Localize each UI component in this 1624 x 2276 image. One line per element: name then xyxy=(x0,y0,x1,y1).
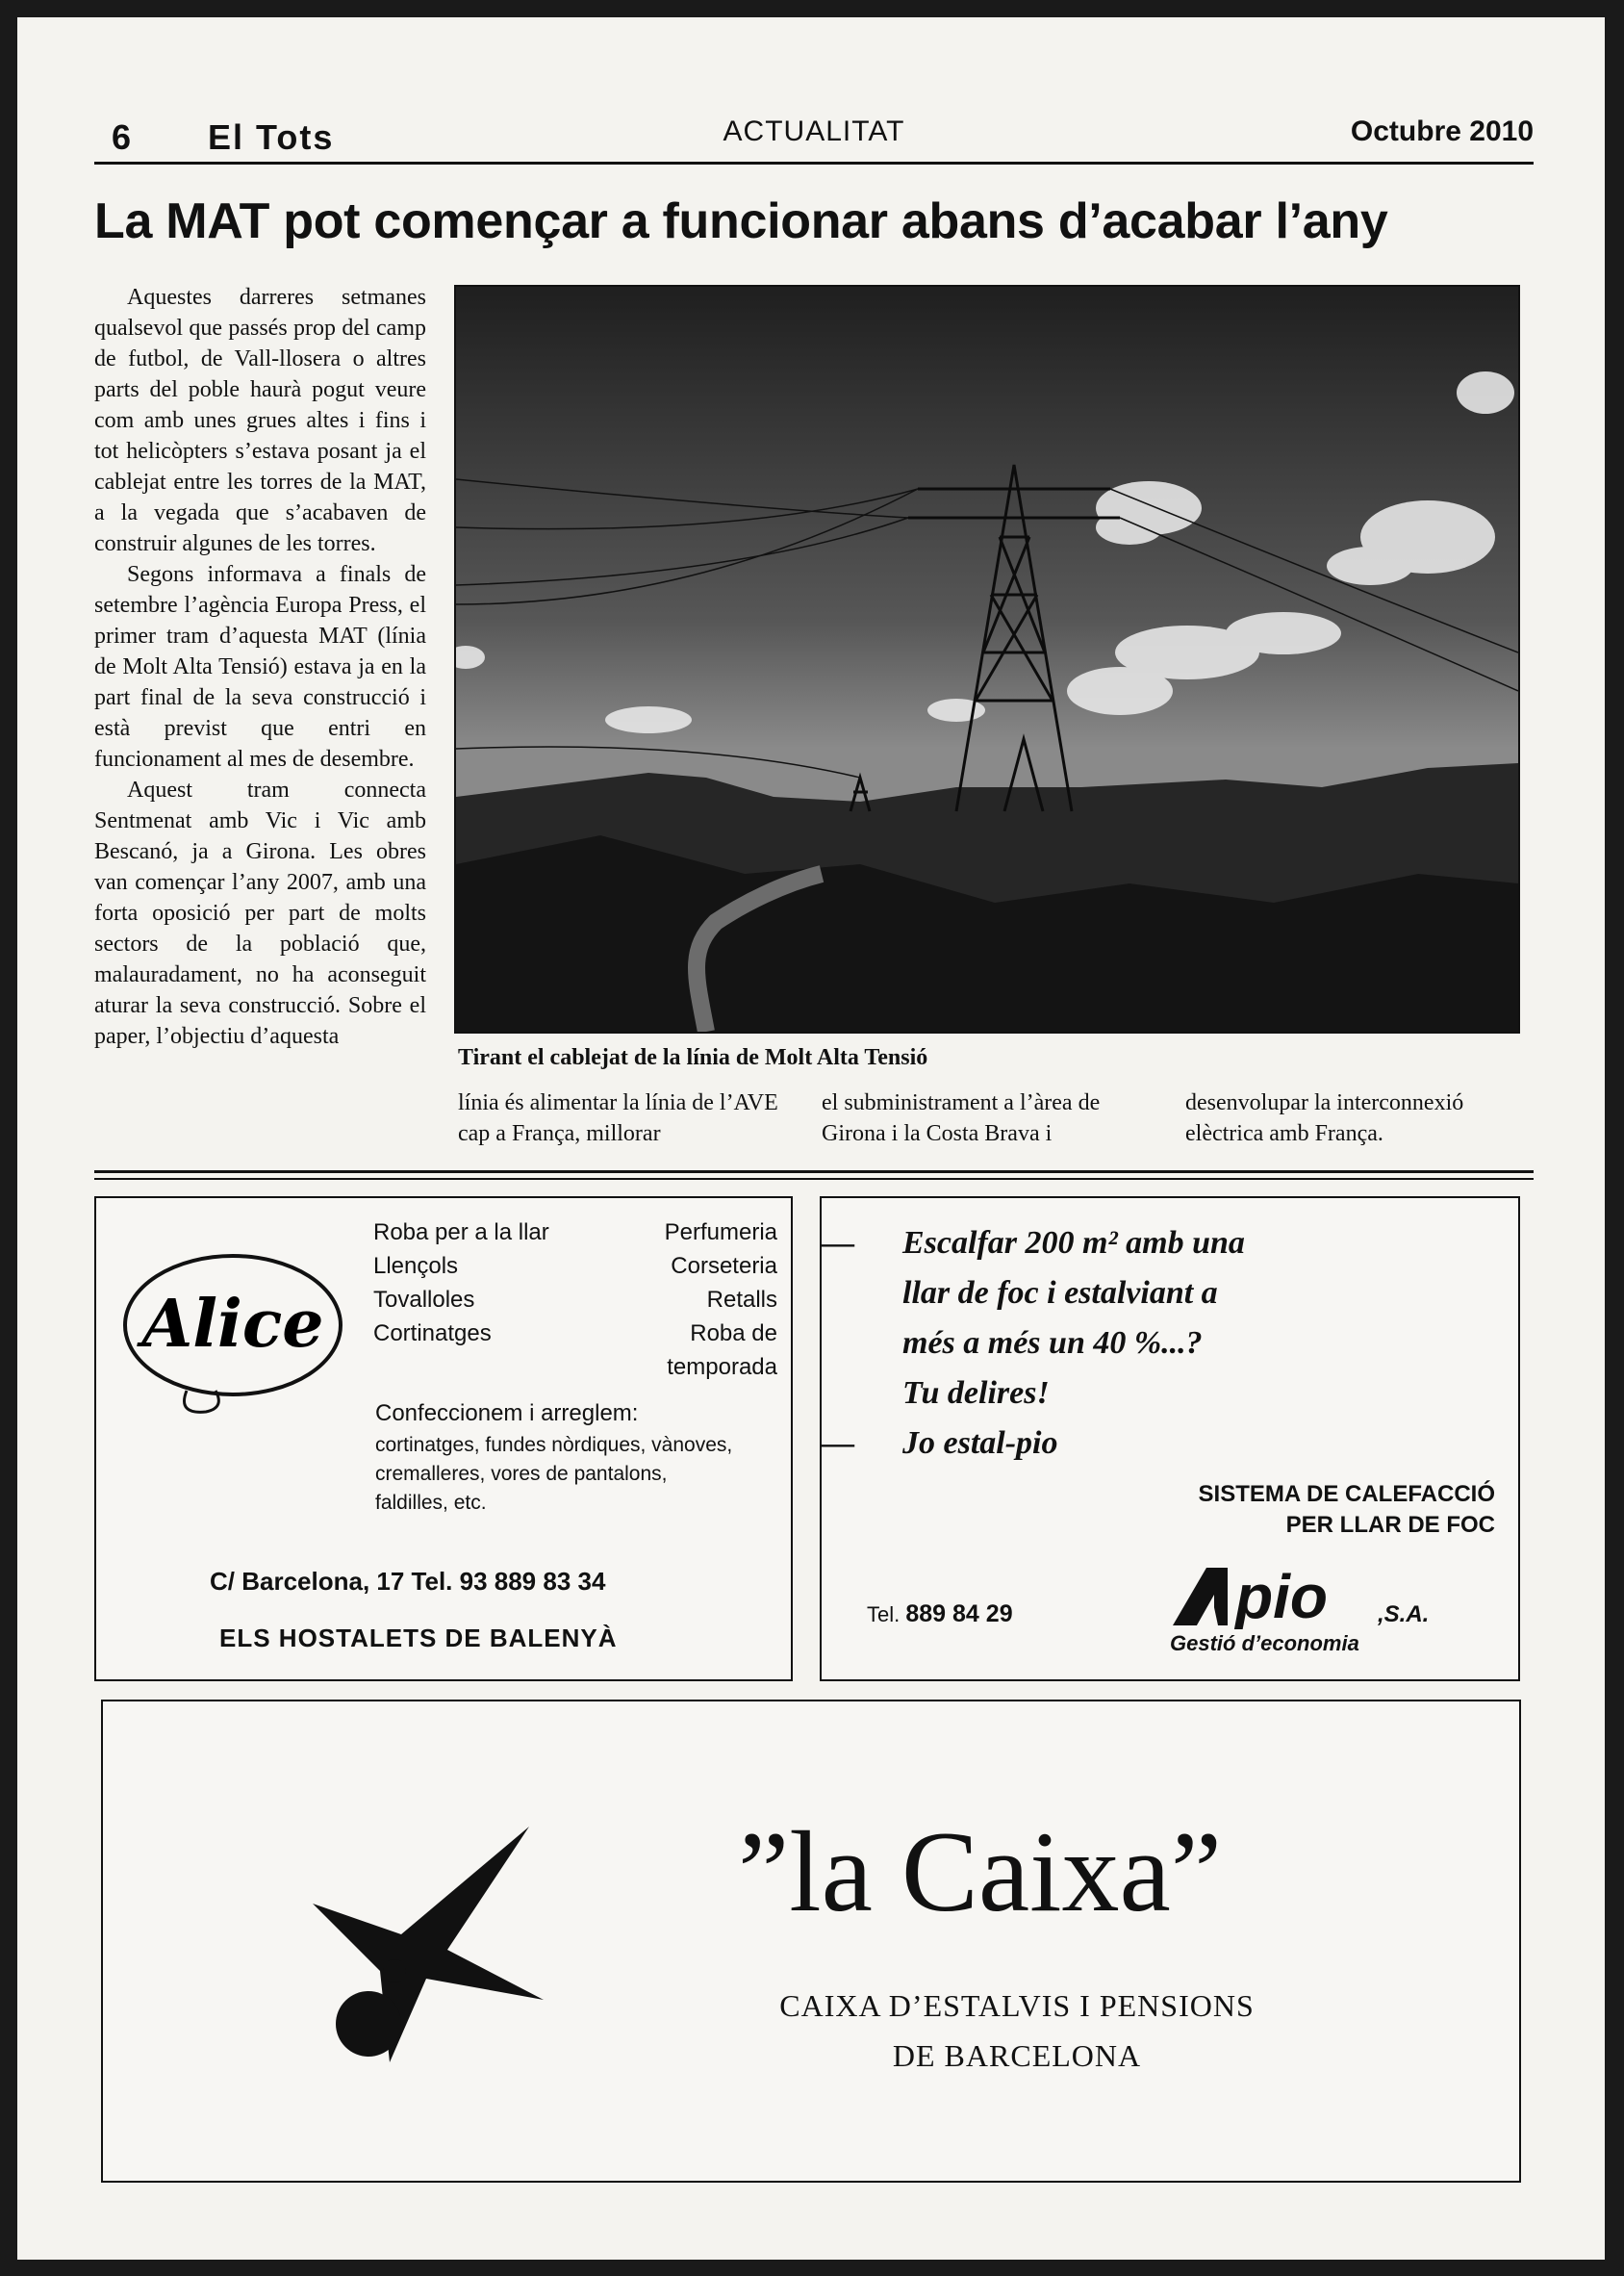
alice-advertisement xyxy=(94,1196,793,1681)
la-caixa-subtitle xyxy=(738,1981,1296,2081)
alice-address: C/ Barcelona, 17 Tel. 93 889 83 34 xyxy=(210,1567,606,1596)
pio-system-label xyxy=(1199,1479,1495,1541)
alice-logo xyxy=(119,1246,346,1419)
pio-system-line: SISTEMA DE CALEFACCIÓ xyxy=(1198,1481,1495,1507)
pio-tagline: Gestió d’economia xyxy=(1170,1631,1359,1655)
page-number: 6 xyxy=(112,117,132,157)
pio-slogan-text: Escalfar 200 m² amb una xyxy=(902,1225,1245,1261)
power-pylon-landscape-image xyxy=(456,287,1518,1032)
alice-item: Perfumeria xyxy=(664,1219,777,1245)
alice-item: Llençols xyxy=(373,1253,459,1279)
article-continuation-column: desenvolupar la interconnexió elèctrica amb França. xyxy=(1185,1090,1464,1146)
pio-logo xyxy=(1168,1562,1447,1629)
pio-slogan-line: Tu delires! xyxy=(902,1375,1050,1411)
alice-item: Corseteria xyxy=(671,1253,777,1279)
pio-dash: — xyxy=(822,1225,854,1261)
alice-item: Retalls xyxy=(706,1287,777,1313)
section-title: ACTUALITAT xyxy=(723,115,905,147)
pio-slogan-line xyxy=(822,1425,1058,1462)
photo-caption: Tirant el cablejat de la línia de Molt Alta Tensió xyxy=(458,1045,928,1070)
pio-phone-label: Tel. xyxy=(867,1602,901,1626)
pio-phone-number: 889 84 29 xyxy=(905,1600,1013,1627)
la-caixa-subtitle-line: DE BARCELONA xyxy=(892,2038,1142,2073)
pio-advertisement xyxy=(820,1196,1520,1681)
section-divider xyxy=(94,1170,1534,1173)
alice-item: Tovalloles xyxy=(373,1287,475,1313)
article-headline: La MAT pot començar a funcionar abans d’acabar l’any xyxy=(94,193,1388,249)
la-caixa-star-logo xyxy=(313,1827,544,2077)
publication-name: El Tots xyxy=(208,117,335,157)
la-caixa-name: ”la Caixa” xyxy=(738,1807,1223,1935)
pio-slogan-text: Jo estal-pio xyxy=(902,1425,1058,1461)
article-body-column xyxy=(94,282,426,1052)
article-paragraph: Segons informava a finals de setembre l’agència Europa Press, el primer tram d’aquesta MAT (línia de Molt Alta Tensió) estava ja en la part final de la seva construcció i està previst que entri en funcionament al mes de desembre. xyxy=(94,562,426,772)
page-header xyxy=(94,94,1534,165)
pio-brand-suffix: ,S.A. xyxy=(1378,1601,1430,1627)
pio-dash: — xyxy=(822,1425,854,1461)
alice-town: ELS HOSTALETS DE BALENYÀ xyxy=(219,1624,618,1652)
alice-logo-text: Alice xyxy=(141,1286,324,1363)
article-photo xyxy=(454,285,1520,1034)
pio-brand: pio xyxy=(1235,1562,1328,1629)
alice-left-list xyxy=(373,1215,549,1350)
pio-phone xyxy=(867,1600,1013,1628)
section-divider xyxy=(94,1178,1534,1180)
pio-system-line: PER LLAR DE FOC xyxy=(1285,1512,1495,1538)
article-continuation-column: línia és alimentar la línia de l’AVE cap a França, millorar xyxy=(458,1090,778,1146)
alice-item: temporada xyxy=(667,1354,777,1380)
pio-slogan-line xyxy=(822,1225,1245,1262)
la-caixa-subtitle-line: CAIXA D’ESTALVIS I PENSIONS xyxy=(779,1988,1255,2023)
alice-services-heading: Confeccionem i arreglem: xyxy=(375,1400,639,1426)
alice-item: Cortinatges xyxy=(373,1320,492,1346)
alice-item: Roba per a la llar xyxy=(373,1219,549,1245)
article-paragraph: Aquest tram connecta Sentmenat amb Vic i Vic amb Bescanó, ja a Girona. Les obres van començar l’any 2007, amb una forta oposició per part de molts sectors de la població que, malauradament, no ha aconseguit aturar la seva construcció. Sobre el paper, l’objectiu d’aquesta xyxy=(94,778,426,1049)
pio-slogan-line: llar de foc i estalviant a xyxy=(902,1275,1218,1311)
article-paragraph: Aquestes darreres setmanes qualsevol que passés prop del camp de futbol, de Vall-llosera o altres parts del poble haurà pogut veure com amb unes grues altes i fins i tot helicòpters s’estava posant ja el cablejat entre les torres de la MAT, a la vegada que s’acabaven de construir algunes de les torres. xyxy=(94,285,426,556)
alice-services-detail: cortinatges, fundes nòrdiques, vànoves, cremalleres, vores de pantalons, faldilles, etc. xyxy=(375,1434,733,1514)
alice-right-list xyxy=(665,1215,777,1384)
newspaper-page xyxy=(17,17,1605,2260)
issue-date: Octubre 2010 xyxy=(1350,115,1534,147)
article-continuation-column: el subministrament a l’àrea de Girona i la Costa Brava i xyxy=(822,1090,1101,1146)
la-caixa-advertisement xyxy=(101,1700,1521,2183)
pio-slogan-line: més a més un 40 %...? xyxy=(902,1325,1203,1361)
alice-item: Roba de xyxy=(690,1320,777,1346)
